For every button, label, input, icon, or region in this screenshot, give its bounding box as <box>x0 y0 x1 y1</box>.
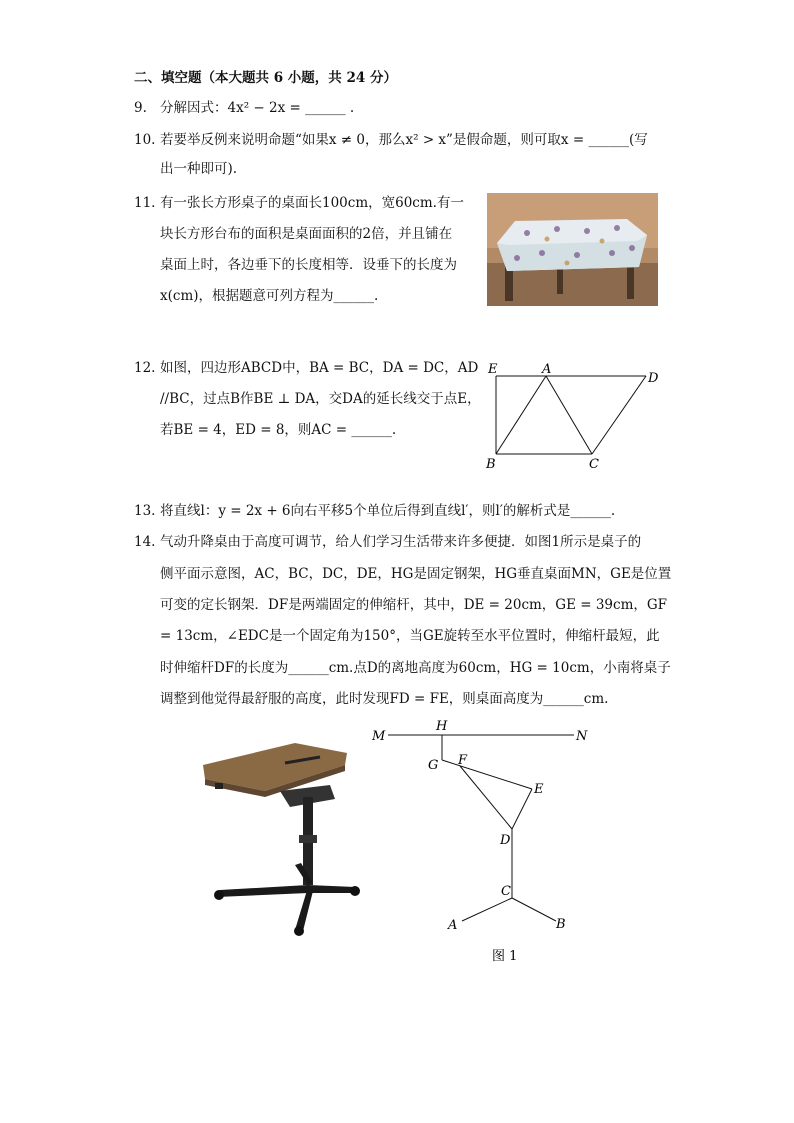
q10-line2: 出一种即可). <box>160 161 238 177</box>
q11-line: 块长方形台布的面积是桌面面积的2倍，并且铺在 <box>160 226 453 242</box>
q11-number: 11. <box>134 195 156 211</box>
q14-number: 14. <box>134 534 156 550</box>
section-title: 二、填空题（本大题共 6 小题，共 24 分） <box>134 70 397 86</box>
segment-CB <box>512 898 556 921</box>
label-A: A <box>448 918 458 933</box>
q13-number: 13. <box>134 503 156 519</box>
q14-line: 调整到他觉得最舒服的高度，此时发现FD = FE，则桌面高度为______cm. <box>160 691 609 707</box>
segment-CA <box>462 898 512 921</box>
q14-figure <box>362 716 602 966</box>
q10-number: 10. <box>134 132 156 148</box>
label-F: F <box>458 753 468 768</box>
q10-line1: 若要举反例来说明命题“如果x ≠ 0，那么x² > x”是假命题，则可取x = ______(写 <box>160 132 648 148</box>
label-G: G <box>428 758 439 773</box>
q14-line: 时伸缩杆DF的长度为______cm.点D的离地高度为60cm，HG = 10cm，小南将桌子 <box>160 660 671 676</box>
q13-text: 将直线l：y = 2x + 6向右平移5个单位后得到直线l′，则l′的解析式是______. <box>160 503 616 519</box>
q14-line: 气动升降桌由于高度可调节，给人们学习生活带来许多便捷．如图1所示是桌子的 <box>160 534 642 550</box>
label-E: E <box>534 782 544 797</box>
label-M: M <box>372 729 386 744</box>
q14-line: 侧平面示意图，AC，BC，DC，DE，HG是固定钢架，HG垂直桌面MN，GE是位置 <box>160 566 672 582</box>
label-H: H <box>436 719 448 734</box>
q12-line: //BC，过点B作BE ⊥ DA，交DA的延长线交于点E， <box>160 391 481 407</box>
segment-GE <box>442 760 532 789</box>
q11-line: 桌面上时，各边垂下的长度相等．设垂下的长度为 <box>160 257 457 273</box>
segment-AC <box>546 376 592 454</box>
label-D: D <box>648 371 659 386</box>
q11-line: x(cm)，根据题意可列方程为______. <box>160 288 379 304</box>
q14-line: = 13cm，∠EDC是一个固定角为150°，当GE旋转至水平位置时，伸缩杆最短，此 <box>160 628 660 644</box>
figure-caption: 图 1 <box>492 949 518 964</box>
segment-CD <box>592 376 646 454</box>
q11-line: 有一张长方形桌子的桌面长100cm，宽60cm.有一 <box>160 195 464 211</box>
label-E: E <box>488 362 498 377</box>
q12-number: 12. <box>134 360 156 376</box>
label-A: A <box>542 362 552 377</box>
standing-desk-photo <box>195 735 370 940</box>
q9-number: 9. <box>134 100 147 116</box>
q9-text: 分解因式：4x² − 2x = ______ . <box>160 100 355 116</box>
q12-line: 如图，四边形ABCD中，BA = BC，DA = DC，AD <box>160 360 479 376</box>
label-D: D <box>500 833 511 848</box>
segment-FD <box>460 766 512 829</box>
q14-line: 可变的定长钢架．DF是两端固定的伸缩杆，其中，DE = 20cm，GE = 39cm，GF <box>160 597 668 613</box>
tablecloth-photo <box>487 193 658 306</box>
segment-DE <box>512 789 532 829</box>
label-B: B <box>556 917 566 932</box>
label-B: B <box>486 457 496 472</box>
label-N: N <box>576 729 588 744</box>
q12-figure <box>482 358 672 478</box>
segment-AB <box>496 376 546 454</box>
q12-line: 若BE = 4，ED = 8，则AC = ______. <box>160 422 397 438</box>
label-C: C <box>501 884 511 899</box>
label-C: C <box>589 457 599 472</box>
